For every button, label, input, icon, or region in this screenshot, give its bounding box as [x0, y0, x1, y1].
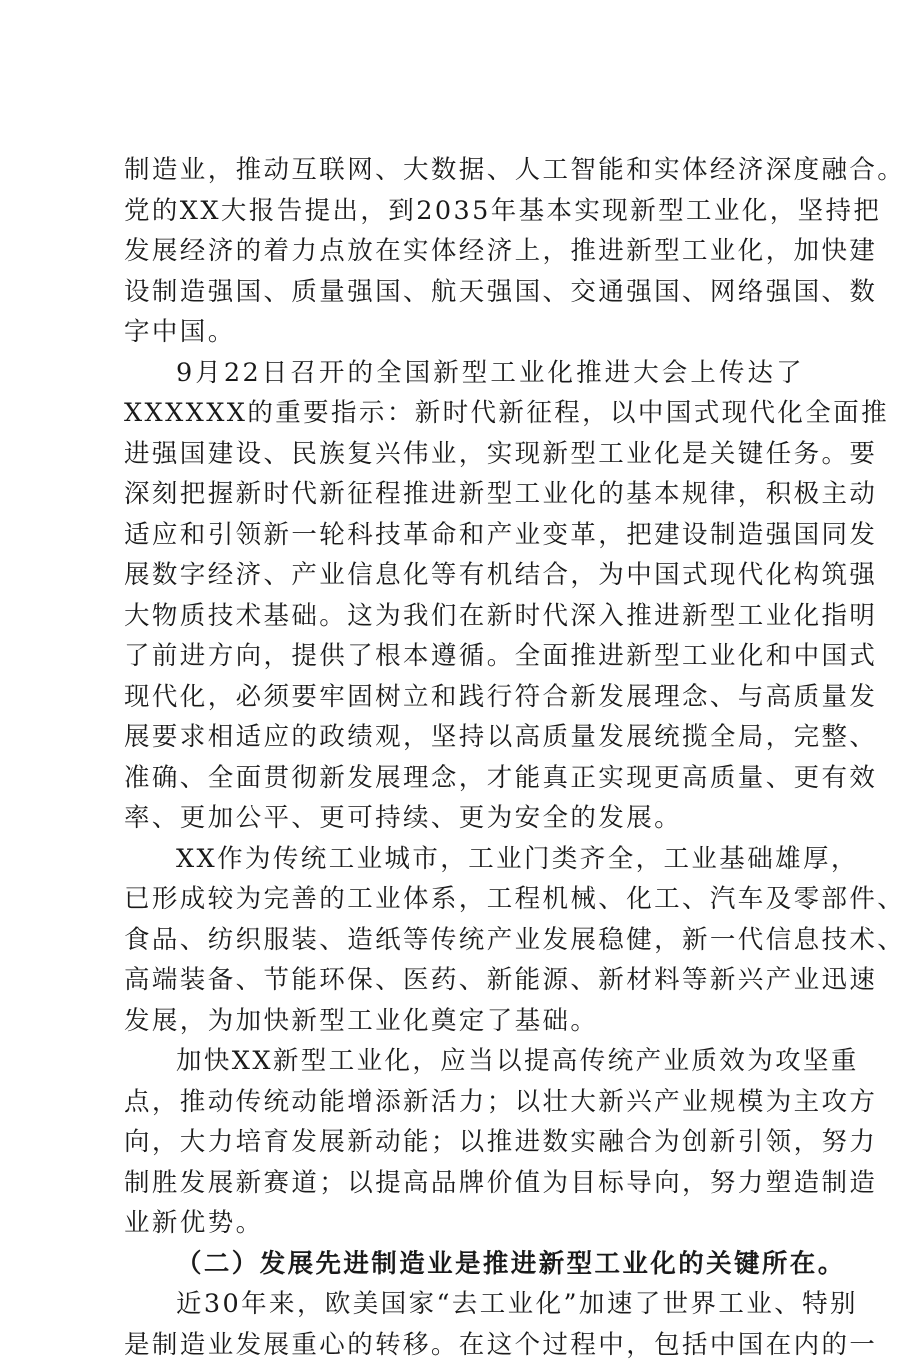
text-line: 展数字经济、产业信息化等有机结合，为中国式现代化构筑强	[124, 555, 804, 596]
section-heading: （二）发展先进制造业是推进新型工业化的关键所在。	[124, 1244, 804, 1285]
text-line: 制造业，推动互联网、大数据、人工智能和实体经济深度融合。	[124, 150, 804, 191]
text-line: 点，推动传统动能增添新活力；以壮大新兴产业规模为主攻方	[124, 1082, 804, 1123]
text-line: 9月22日召开的全国新型工业化推进大会上传达了	[124, 353, 804, 394]
text-line: 展要求相适应的政绩观，坚持以高质量发展统揽全局，完整、	[124, 717, 804, 758]
text-line: 制胜发展新赛道；以提高品牌价值为目标导向，努力塑造制造	[124, 1163, 804, 1204]
text-line: 是制造业发展重心的转移。在这个过程中，包括中国在内的一	[124, 1325, 804, 1365]
paragraph	[124, 150, 804, 353]
text-line: 高端装备、节能环保、医药、新能源、新材料等新兴产业迅速	[124, 960, 804, 1001]
text-line: 率、更加公平、更可持续、更为安全的发展。	[124, 798, 804, 839]
text-line: 党的XX大报告提出，到2035年基本实现新型工业化，坚持把	[124, 191, 804, 232]
text-line: 进强国建设、民族复兴伟业，实现新型工业化是关键任务。要	[124, 434, 804, 475]
paragraph	[124, 839, 804, 1042]
text-line: XX作为传统工业城市，工业门类齐全，工业基础雄厚，	[124, 839, 804, 880]
text-line: 发展，为加快新型工业化奠定了基础。	[124, 1001, 804, 1042]
text-line: 加快XX新型工业化，应当以提高传统产业质效为攻坚重	[124, 1041, 804, 1082]
paragraph	[124, 353, 804, 839]
text-line: 适应和引领新一轮科技革命和产业变革，把建设制造强国同发	[124, 515, 804, 556]
text-line: 字中国。	[124, 312, 804, 353]
text-line: 已形成较为完善的工业体系，工程机械、化工、汽车及零部件、	[124, 879, 804, 920]
document-body	[124, 150, 804, 1365]
text-line: XXXXXX的重要指示：新时代新征程，以中国式现代化全面推	[124, 393, 804, 434]
text-line: 大物质技术基础。这为我们在新时代深入推进新型工业化指明	[124, 596, 804, 637]
text-line: 发展经济的着力点放在实体经济上，推进新型工业化，加快建	[124, 231, 804, 272]
text-line: 了前进方向，提供了根本遵循。全面推进新型工业化和中国式	[124, 636, 804, 677]
text-line: 近30年来，欧美国家“去工业化”加速了世界工业、特别	[124, 1284, 804, 1325]
paragraph	[124, 1284, 804, 1365]
paragraph	[124, 1041, 804, 1244]
text-line: 业新优势。	[124, 1203, 804, 1244]
text-line: 向，大力培育发展新动能；以推进数实融合为创新引领，努力	[124, 1122, 804, 1163]
text-line: 深刻把握新时代新征程推进新型工业化的基本规律，积极主动	[124, 474, 804, 515]
text-line: 设制造强国、质量强国、航天强国、交通强国、网络强国、数	[124, 272, 804, 313]
text-line: 食品、纺织服装、造纸等传统产业发展稳健，新一代信息技术、	[124, 920, 804, 961]
text-line: 现代化，必须要牢固树立和践行符合新发展理念、与高质量发	[124, 677, 804, 718]
text-line: 准确、全面贯彻新发展理念，才能真正实现更高质量、更有效	[124, 758, 804, 799]
